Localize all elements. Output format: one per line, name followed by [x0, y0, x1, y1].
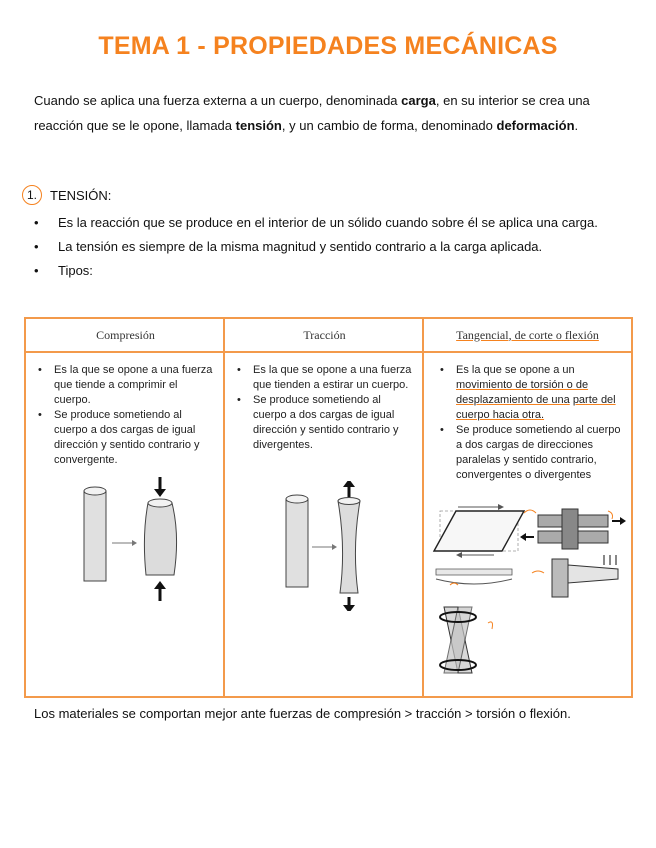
list-item: • Se produce sometiendo al cuerpo a dos cargas de direcciones paralelas y sentido contrario, convergentes o divergentes	[436, 423, 622, 483]
underlined-text: movimiento de torsión o de desplazamiento de una	[456, 379, 589, 406]
column-traccion	[233, 363, 413, 453]
list-item: • Es la que se opone a una fuerza que tienden a estirar un cuerpo.	[233, 363, 413, 393]
original-cylinder	[84, 487, 106, 581]
down-arrow-icon	[343, 597, 355, 611]
shear-illustration	[428, 503, 628, 693]
page-title: TEMA 1 - PROPIEDADES MECÁNICAS	[98, 32, 558, 60]
down-arrow-icon	[154, 477, 166, 497]
intro-text-4: .	[574, 118, 579, 133]
intro-text-2: , en su interior se crea una reacción que se le opone, llamada	[34, 93, 590, 133]
text: Es la que se opone a un	[456, 364, 575, 376]
list-item: • Se produce sometiendo al cuerpo a dos cargas de igual dirección y sentido contrario y convergente.	[34, 408, 214, 468]
list-item	[436, 363, 622, 423]
compression-illustration	[76, 477, 196, 607]
up-arrow-icon	[154, 581, 166, 601]
column-compresion	[34, 363, 214, 468]
bending-beam-diagram	[436, 555, 618, 597]
term-deformacion: deformación	[496, 118, 575, 133]
header-traccion: Tracción	[225, 319, 424, 353]
column-divider	[223, 319, 225, 696]
section-heading	[26, 185, 624, 205]
intro-text-3: , y un cambio de forma, denominado	[281, 118, 497, 133]
header-tangencial: Tangencial, de corte o flexión	[424, 319, 631, 353]
up-arrow-icon	[343, 481, 355, 497]
list-item: • Se produce sometiendo al cuerpo a dos cargas de igual dirección y sentido contrario y divergentes.	[233, 393, 413, 453]
term-tension: tensión	[235, 118, 282, 133]
section-tension	[26, 185, 624, 283]
header-compresion: Compresión	[26, 319, 225, 353]
traction-illustration	[280, 481, 400, 611]
column-tangencial	[436, 363, 622, 483]
bullet-item: • La tensión es siempre de la misma magnitud y sentido contrario a la carga aplicada.	[34, 235, 624, 259]
intro-paragraph	[34, 88, 624, 138]
section-number: 1.	[22, 185, 42, 205]
stretched-cylinder	[338, 498, 360, 594]
parallelogram-shear-diagram	[434, 504, 524, 558]
footer-note: Los materiales se comportan mejor ante fuerzas de compresión > tracción > torsión o flexión.	[34, 706, 571, 721]
underlined-text: parte del cuerpo hacia otra.	[456, 394, 616, 421]
section-heading-text: TENSIÓN:	[50, 187, 112, 203]
bullet-item: • Es la reacción que se produce en el interior de un sólido cuando sobre él se aplica una carga.	[34, 211, 624, 235]
compressed-cylinder	[144, 499, 176, 575]
bullet-item: • Tipos:	[34, 259, 624, 283]
list-item: • Es la que se opone a una fuerza que tiende a comprimir el cuerpo.	[34, 363, 214, 408]
original-cylinder	[286, 495, 308, 587]
intro-text-1: Cuando se aplica una fuerza externa a un cuerpo, denominada	[34, 93, 402, 108]
tension-types-table	[24, 317, 633, 698]
bolted-joint-diagram	[520, 509, 626, 549]
torsion-diagram	[440, 607, 493, 673]
column-divider	[422, 319, 424, 696]
term-carga: carga	[401, 93, 436, 108]
